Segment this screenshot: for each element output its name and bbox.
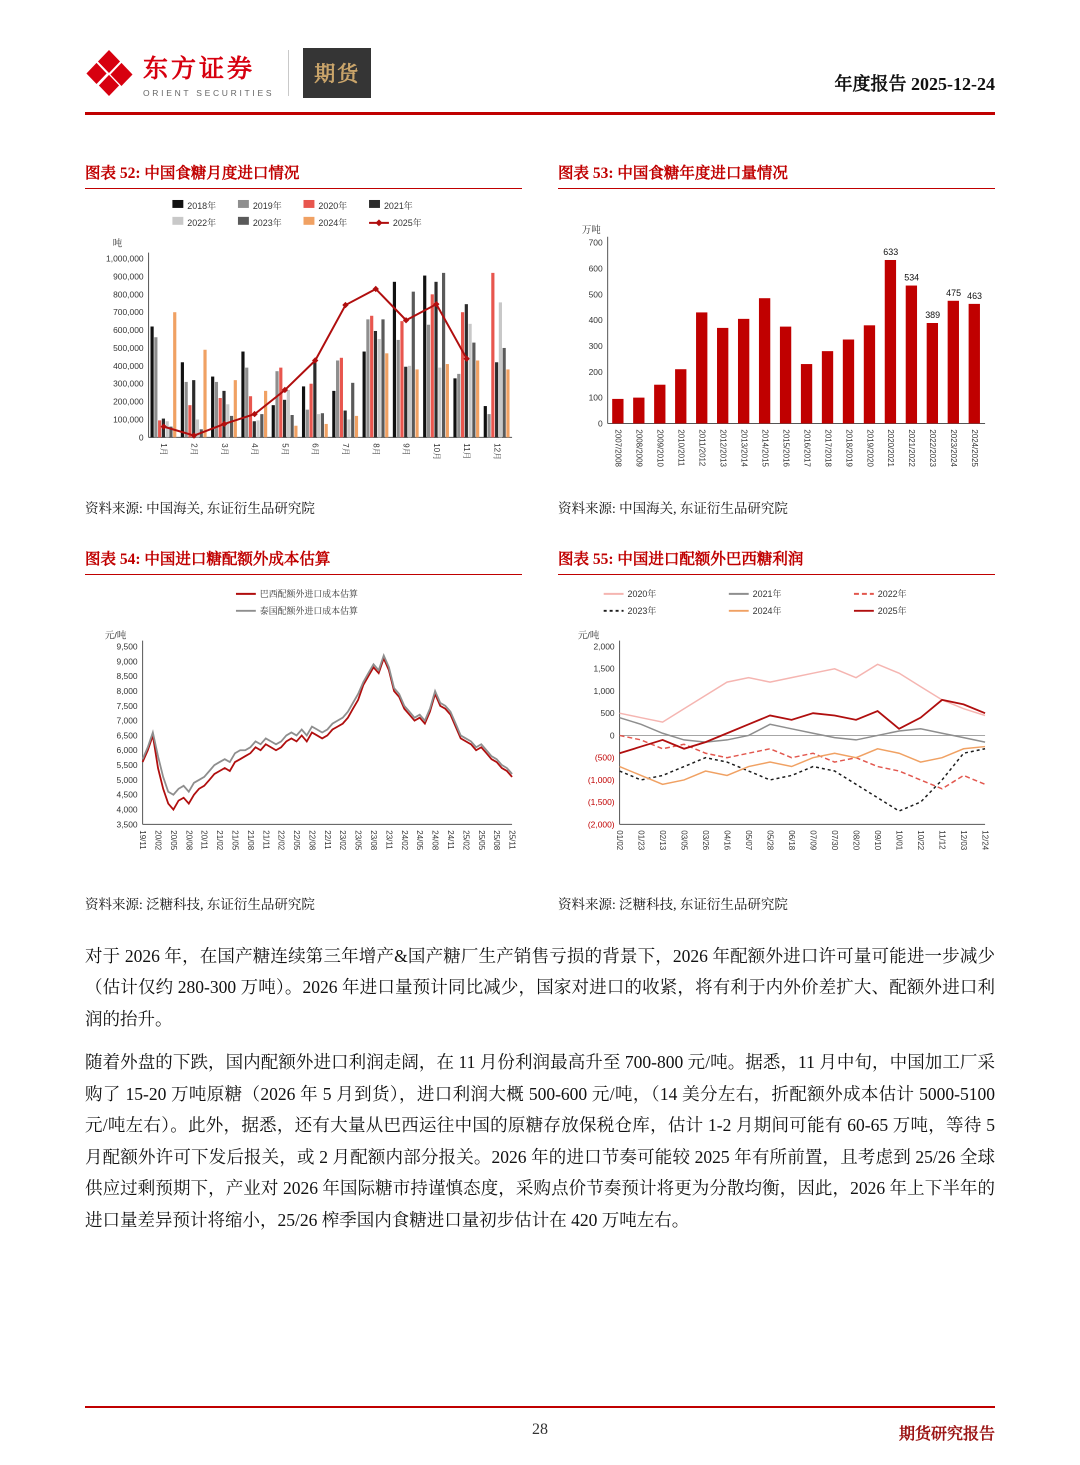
svg-text:475: 475 [946, 287, 962, 298]
svg-text:2023/2024: 2023/2024 [949, 429, 959, 467]
svg-text:(500): (500) [594, 752, 615, 763]
svg-text:22/05: 22/05 [292, 830, 302, 851]
svg-text:2020/2021: 2020/2021 [886, 429, 896, 467]
svg-text:22/11: 22/11 [322, 830, 332, 850]
svg-text:5月: 5月 [280, 443, 290, 456]
svg-text:2020年: 2020年 [318, 200, 348, 211]
svg-text:24/08: 24/08 [430, 830, 440, 851]
figure-52-svg [85, 197, 522, 495]
svg-text:4月: 4月 [250, 443, 260, 456]
page-number: 28 [532, 1421, 548, 1438]
svg-text:800,000: 800,000 [113, 289, 144, 300]
svg-text:9,000: 9,000 [116, 656, 138, 667]
svg-text:吨: 吨 [112, 237, 123, 249]
svg-text:1,000,000: 1,000,000 [106, 253, 144, 264]
svg-text:300,000: 300,000 [113, 378, 144, 389]
svg-text:元/吨: 元/吨 [104, 629, 127, 641]
svg-text:6,500: 6,500 [116, 730, 138, 741]
svg-text:2022年: 2022年 [187, 217, 217, 228]
svg-text:2024/2025: 2024/2025 [970, 429, 980, 467]
svg-text:2018年: 2018年 [187, 200, 217, 211]
svg-text:20/05: 20/05 [168, 830, 178, 851]
figure-53-svg [558, 197, 995, 495]
svg-text:2011/2012: 2011/2012 [697, 429, 707, 467]
svg-text:(2,000): (2,000) [587, 819, 615, 830]
svg-text:10/01: 10/01 [894, 830, 904, 851]
svg-text:泰国配额外进口成本估算: 泰国配额外进口成本估算 [259, 605, 358, 616]
svg-text:25/08: 25/08 [492, 830, 502, 851]
svg-text:2025年: 2025年 [392, 217, 422, 228]
svg-text:07/30: 07/30 [830, 830, 840, 851]
charts-grid [85, 161, 995, 913]
svg-text:2010/2011: 2010/2011 [676, 429, 686, 467]
svg-text:4,500: 4,500 [116, 789, 138, 800]
figure-54-svg [85, 583, 522, 891]
svg-text:0: 0 [597, 418, 603, 429]
svg-text:2,000: 2,000 [593, 641, 615, 652]
svg-text:11/12: 11/12 [937, 830, 947, 850]
svg-text:21/02: 21/02 [215, 830, 225, 851]
figure-54-panel [85, 547, 522, 913]
svg-text:2021年: 2021年 [752, 588, 782, 599]
svg-text:534: 534 [904, 272, 920, 283]
brand-block [85, 48, 371, 98]
svg-text:21/11: 21/11 [261, 830, 271, 850]
svg-text:2月: 2月 [189, 443, 199, 456]
svg-text:20/11: 20/11 [199, 830, 209, 850]
svg-text:1,500: 1,500 [593, 663, 615, 674]
svg-text:500: 500 [600, 708, 615, 719]
svg-text:24/05: 24/05 [415, 830, 425, 851]
svg-text:万吨: 万吨 [581, 223, 601, 235]
svg-text:25/02: 25/02 [461, 830, 471, 851]
svg-text:2018/2019: 2018/2019 [844, 429, 854, 467]
svg-text:01/02: 01/02 [615, 830, 625, 851]
svg-text:05/28: 05/28 [765, 830, 775, 851]
figure-53-source: 资料来源: 中国海关, 东证衍生品研究院 [558, 500, 788, 516]
page-header [85, 0, 995, 98]
page-footer [85, 1406, 995, 1465]
paragraph-1: 对于 2026 年，在国产糖连续第三年增产&国产糖厂生产销售亏损的背景下，2026 年配额外进口许可量可能进一步减少（估计仅约 280-300 万吨）。2026 年进口量预计同比减少，国家对进口的收紧，将有利于内外价差扩大、配额外进口利润的抬升。 [85, 945, 995, 1029]
svg-text:463: 463 [967, 290, 983, 301]
svg-text:10/22: 10/22 [916, 830, 926, 851]
footer-report-label: 期货研究报告 [898, 1426, 995, 1443]
svg-text:900,000: 900,000 [113, 271, 144, 282]
svg-text:2021年: 2021年 [383, 200, 413, 211]
svg-text:600: 600 [588, 263, 603, 274]
svg-text:19/11: 19/11 [138, 830, 148, 850]
svg-text:1月: 1月 [159, 443, 169, 456]
brand-divider [288, 50, 289, 96]
svg-text:2014/2015: 2014/2015 [760, 429, 770, 467]
report-date: 2025-12-24 [911, 74, 995, 94]
figure-52-source: 资料来源: 中国海关, 东证衍生品研究院 [85, 500, 315, 516]
svg-text:5,000: 5,000 [116, 774, 138, 785]
svg-text:21/08: 21/08 [245, 830, 255, 851]
figure-55-chart [558, 583, 995, 891]
svg-text:2024年: 2024年 [318, 217, 348, 228]
svg-text:7,500: 7,500 [116, 700, 138, 711]
figure-52-chart [85, 197, 522, 495]
svg-text:600,000: 600,000 [113, 325, 144, 336]
svg-text:2023年: 2023年 [252, 217, 282, 228]
svg-text:10月: 10月 [431, 443, 441, 461]
svg-text:元/吨: 元/吨 [577, 629, 600, 641]
svg-text:(1,500): (1,500) [587, 797, 615, 808]
svg-text:2021/2022: 2021/2022 [907, 429, 917, 467]
brand-name-en: ORIENT SECURITIES [143, 87, 275, 98]
svg-text:12/03: 12/03 [959, 830, 969, 851]
svg-text:500,000: 500,000 [113, 342, 144, 353]
report-type: 年度报告 [834, 74, 907, 94]
svg-text:巴西配额外进口成本估算: 巴西配额外进口成本估算 [259, 588, 358, 599]
svg-text:22/08: 22/08 [307, 830, 317, 851]
figure-55-source: 资料来源: 泛糖科技, 东证衍生品研究院 [558, 896, 788, 912]
svg-text:20/08: 20/08 [184, 830, 194, 851]
figure-53-title: 图表 53: 中国食糖年度进口量情况 [558, 161, 995, 189]
svg-text:07/09: 07/09 [808, 830, 818, 851]
svg-text:09/10: 09/10 [873, 830, 883, 851]
svg-text:9,500: 9,500 [116, 641, 138, 652]
svg-text:01/23: 01/23 [636, 830, 646, 851]
svg-text:9月: 9月 [401, 443, 411, 456]
svg-text:400,000: 400,000 [113, 360, 144, 371]
brand-name-cn: 东方证券 [143, 54, 256, 83]
svg-text:400: 400 [588, 315, 603, 326]
svg-text:500: 500 [588, 289, 603, 300]
figure-52-panel [85, 161, 522, 517]
svg-text:05/07: 05/07 [744, 830, 754, 851]
svg-text:300: 300 [588, 340, 603, 351]
brand-text [143, 49, 274, 98]
svg-text:21/05: 21/05 [230, 830, 240, 851]
svg-text:06/18: 06/18 [787, 830, 797, 851]
svg-text:03/26: 03/26 [701, 830, 711, 851]
svg-text:1,000: 1,000 [593, 685, 615, 696]
footer-row [85, 1421, 995, 1443]
svg-text:100,000: 100,000 [113, 414, 144, 425]
svg-text:2022/2023: 2022/2023 [928, 429, 938, 467]
svg-text:2022年: 2022年 [877, 588, 907, 599]
svg-text:02/13: 02/13 [658, 830, 668, 851]
svg-text:(1,000): (1,000) [587, 774, 615, 785]
svg-text:2009/2010: 2009/2010 [655, 429, 665, 467]
svg-text:24/02: 24/02 [399, 830, 409, 851]
svg-text:08/20: 08/20 [851, 830, 861, 851]
svg-text:22/02: 22/02 [276, 830, 286, 851]
svg-text:2024年: 2024年 [752, 605, 782, 616]
svg-text:12/24: 12/24 [980, 830, 990, 851]
svg-text:8,000: 8,000 [116, 685, 138, 696]
paragraph-2: 随着外盘的下跌，国内配额外进口利润走阔，在 11 月份利润最高升至 700-800 元/吨。据悉，11 月中旬，中国加工厂采购了 15-20 万吨原糖（2026 年 5 月到货），进口利润大概 500-600 元/吨，（14 美分左右，折配额外成本估计 5000-5100 元/吨左右）。此外，据悉，还有大量从巴西运往中国的原糖存放保税仓库，估计 1-2 月期间可能有 60-65 万吨，等待 5 月配额外许可下发后报关，或 2 月配额内部分报关。2026 年的进口节奏可能较 2025 年有所前置，且考虑到 25/26 全球供应过剩预期下，产业对 2026 年国际糖市持谨慎态度，采购点价节奏预计将更为分散均衡，因此，2026 年上下半年的进口量差异预计将缩小，25/26 榨季国内食糖进口量初步估计在 420 万吨左右。 [85, 1052, 995, 1230]
svg-text:23/11: 23/11 [384, 830, 394, 850]
figure-55-panel [558, 547, 995, 913]
svg-text:2007/2008: 2007/2008 [613, 429, 623, 467]
svg-text:700,000: 700,000 [113, 307, 144, 318]
svg-text:2015/2016: 2015/2016 [781, 429, 791, 467]
svg-text:633: 633 [883, 247, 899, 258]
svg-text:24/11: 24/11 [445, 830, 455, 850]
svg-text:2016/2017: 2016/2017 [802, 429, 812, 467]
svg-text:2017/2018: 2017/2018 [823, 429, 833, 467]
svg-text:100: 100 [588, 392, 603, 403]
svg-text:2025年: 2025年 [877, 605, 907, 616]
svg-text:0: 0 [138, 432, 144, 443]
svg-text:7,000: 7,000 [116, 715, 138, 726]
svg-text:2013/2014: 2013/2014 [739, 429, 749, 467]
svg-text:04/16: 04/16 [722, 830, 732, 851]
orient-securities-logo-icon [85, 49, 133, 97]
figure-54-source: 资料来源: 泛糖科技, 东证衍生品研究院 [85, 896, 315, 912]
svg-text:2023年: 2023年 [627, 605, 657, 616]
svg-text:12月: 12月 [492, 443, 502, 461]
svg-text:200,000: 200,000 [113, 396, 144, 407]
svg-text:5,500: 5,500 [116, 760, 138, 771]
figure-54-chart [85, 583, 522, 891]
svg-text:20/02: 20/02 [153, 830, 163, 851]
svg-text:2012/2013: 2012/2013 [718, 429, 728, 467]
svg-text:25/05: 25/05 [476, 830, 486, 851]
figure-53-panel [558, 161, 995, 517]
svg-text:23/08: 23/08 [369, 830, 379, 851]
svg-text:11月: 11月 [462, 443, 472, 460]
svg-text:03/05: 03/05 [679, 830, 689, 851]
svg-text:0: 0 [609, 730, 615, 741]
svg-text:7月: 7月 [340, 443, 350, 456]
figure-55-svg [558, 583, 995, 891]
futures-badge: 期货 [303, 48, 371, 98]
svg-text:23/02: 23/02 [338, 830, 348, 851]
figure-55-title: 图表 55: 中国进口配额外巴西糖利润 [558, 547, 995, 575]
figure-52-title: 图表 52: 中国食糖月度进口情况 [85, 161, 522, 189]
footer-rule [85, 1406, 995, 1409]
body-text [85, 941, 995, 1237]
header-rule [85, 112, 995, 115]
svg-text:2019年: 2019年 [252, 200, 282, 211]
svg-text:6月: 6月 [310, 443, 320, 456]
svg-text:4,000: 4,000 [116, 804, 138, 815]
svg-text:3月: 3月 [219, 443, 229, 456]
svg-text:6,000: 6,000 [116, 745, 138, 756]
svg-text:200: 200 [588, 366, 603, 377]
report-meta [835, 70, 996, 98]
svg-text:2020年: 2020年 [627, 588, 657, 599]
svg-text:23/05: 23/05 [353, 830, 363, 851]
figure-53-chart [558, 197, 995, 495]
svg-text:8月: 8月 [371, 443, 381, 456]
svg-text:25/11: 25/11 [507, 830, 517, 850]
svg-text:2019/2020: 2019/2020 [865, 429, 875, 467]
svg-text:8,500: 8,500 [116, 671, 138, 682]
svg-text:389: 389 [925, 310, 941, 321]
svg-text:700: 700 [588, 237, 603, 248]
svg-text:2008/2009: 2008/2009 [634, 429, 644, 467]
figure-54-title: 图表 54: 中国进口糖配额外成本估算 [85, 547, 522, 575]
svg-text:3,500: 3,500 [116, 819, 138, 830]
